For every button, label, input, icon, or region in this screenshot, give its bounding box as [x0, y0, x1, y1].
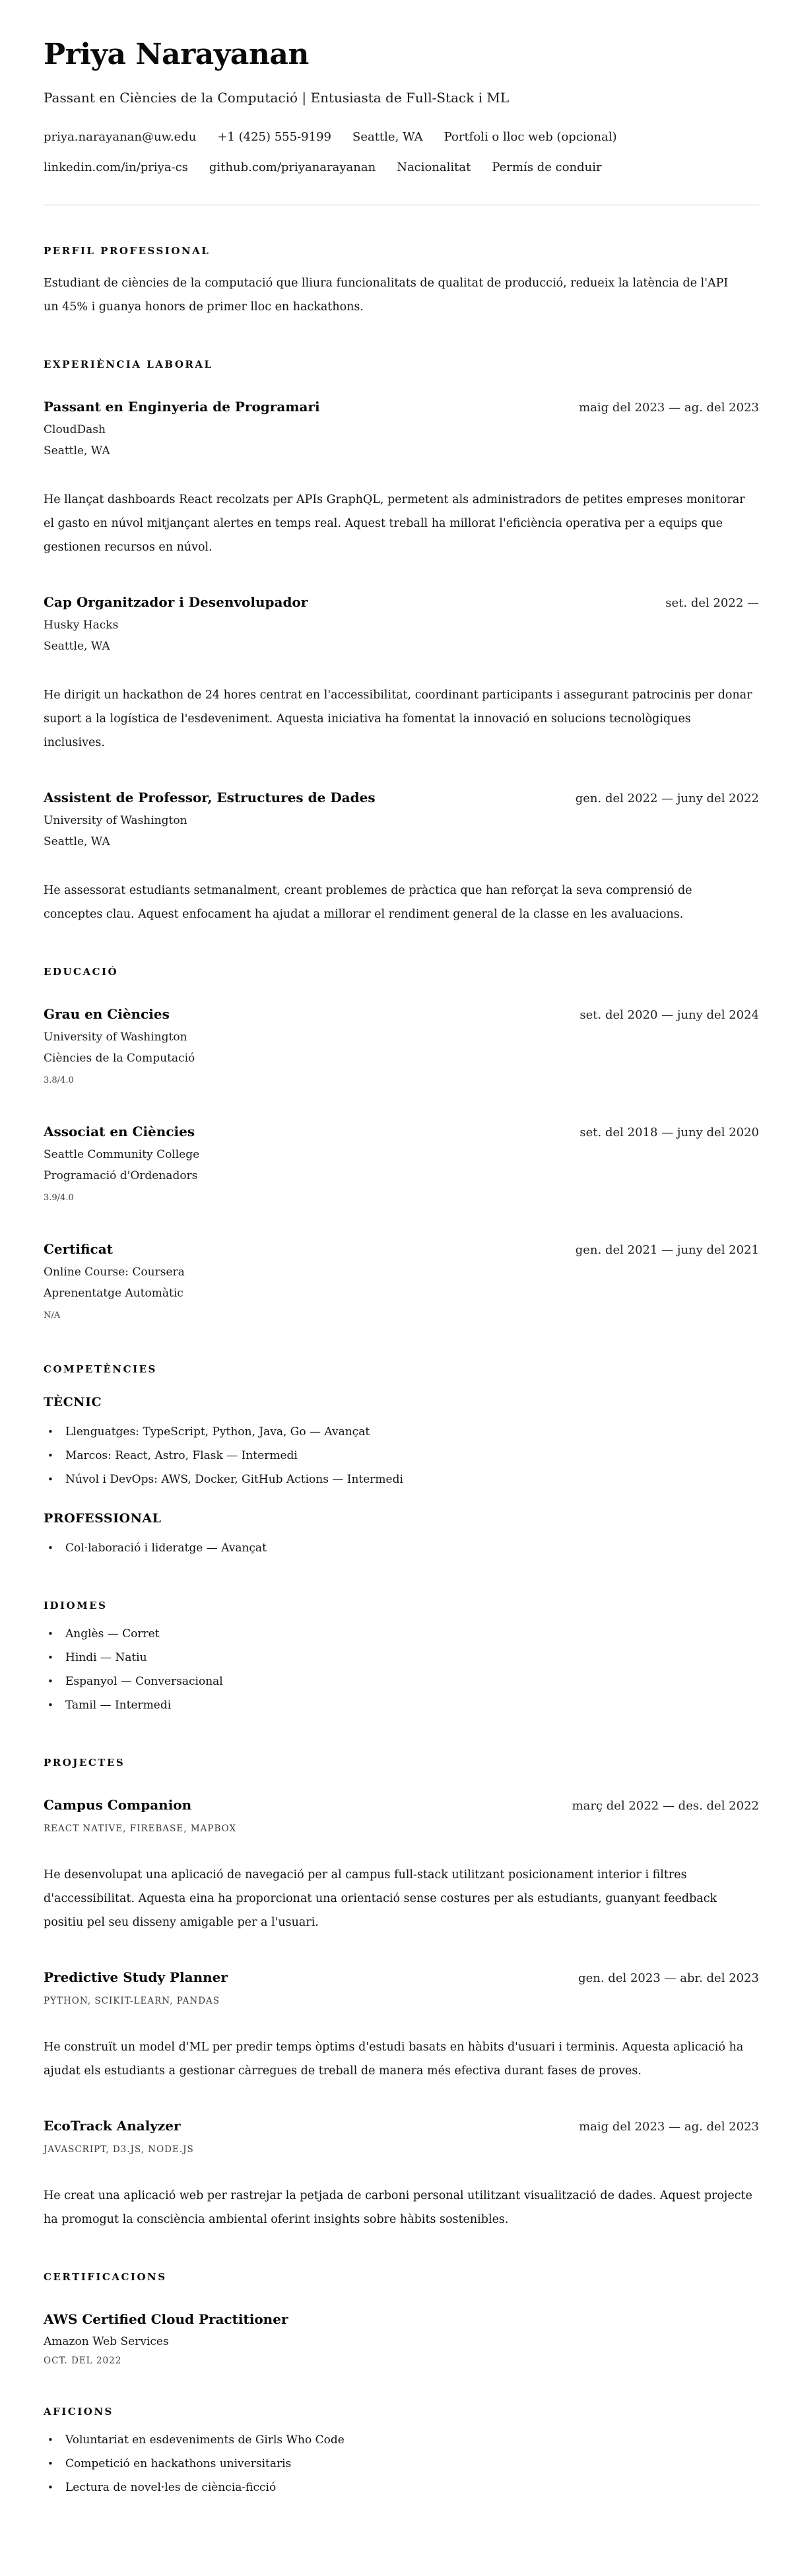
skill-item: • Marcos: React, Astro, Flask — Intermedi: [44, 1444, 759, 1468]
certification-entry: [44, 2309, 759, 2366]
projects-heading: PROJECTES: [44, 1756, 125, 1769]
profile-text: Estudiant de ciències de la computació que lliura funcionalitats de qualitat de producció, redueix la latència de l'API un 45% i guanya honors de primer lloc en hackathons.: [44, 276, 729, 314]
gpa: 3.8/4.0: [44, 1075, 74, 1085]
contact-row-primary: [44, 130, 759, 144]
project-tech-stack: JAVASCRIPT, D3.JS, NODE.JS: [44, 2144, 194, 2155]
skill-item: • Col·laboració i lideratge — Avançat: [44, 1536, 759, 1560]
project-entry-head: [44, 1795, 759, 1815]
certification-title: AWS Certified Cloud Practitioner: [44, 2311, 288, 2327]
field-of-study: Ciències de la Computació: [44, 1051, 195, 1065]
project-description: He desenvolupat una aplicació de navegació per al campus full-stack utilitzant posicionament interior i filtres d'accessibilitat. Aquesta eina ha proporcionat una orientació sense costures per als estudiants, guanyant feedback positiu pel seu disseny amigable per a l'usuari.: [44, 1868, 717, 1929]
resume-header: [44, 38, 759, 174]
contact-linkedin: linkedin.com/in/priya-cs: [44, 160, 188, 174]
contact-nationality: Nacionalitat: [397, 160, 471, 174]
education-entry-head: [44, 1122, 759, 1141]
skills-heading: COMPETÈNCIES: [44, 1363, 157, 1375]
project-tech-stack: PYTHON, SCIKIT-LEARN, PANDAS: [44, 1995, 220, 2006]
gpa: N/A: [44, 1310, 61, 1320]
language-item: • Anglès — Corret: [44, 1622, 759, 1646]
project-entry: [44, 2116, 759, 2231]
job-title: Cap Organitzador i Desenvolupador: [44, 593, 308, 610]
degree-title: Grau en Ciències: [44, 1005, 170, 1022]
experience-entry-head: [44, 788, 759, 807]
language-item: • Hindi — Natiu: [44, 1646, 759, 1670]
skills-professional-subheading: PROFESSIONAL: [44, 1510, 162, 1526]
section-profile: [44, 245, 759, 319]
job-company: University of Washington: [44, 813, 187, 827]
job-dates: gen. del 2022 — juny del 2022: [575, 791, 759, 805]
school-name: University of Washington: [44, 1030, 187, 1044]
experience-entry-head: [44, 592, 759, 612]
project-entry-head: [44, 1967, 759, 1987]
project-title: Predictive Study Planner: [44, 1969, 228, 1985]
experience-entry: [44, 397, 759, 559]
gpa: 3.9/4.0: [44, 1192, 74, 1203]
project-entry: [44, 1795, 759, 1934]
job-company: CloudDash: [44, 423, 106, 436]
degree-title: Certificat: [44, 1240, 113, 1257]
job-description: He assessorat estudiants setmanalment, creant problemes de pràctica que han reforçat la seva comprensió de conceptes clau. Aquest enfocament ha ajudat a millorar el rendiment general de la classe en les avaluacions.: [44, 883, 692, 921]
technical-skills-list: [44, 1420, 759, 1491]
skill-item: • Núvol i DevOps: AWS, Docker, GitHub Actions — Intermedi: [44, 1468, 759, 1491]
education-entry: [44, 1004, 759, 1089]
section-certifications: [44, 2271, 759, 2366]
project-entry-head: [44, 2116, 759, 2136]
profile-heading: PERFIL PROFESSIONAL: [44, 244, 211, 257]
school-name: Seattle Community College: [44, 1147, 200, 1161]
hobbies-list: [44, 2428, 759, 2499]
project-description: He construït un model d'ML per predir temps òptims d'estudi basats en hàbits d'usuari i terminis. Aquesta aplicació ha ajudat els estudiants a gestionar càrregues de treball de manera més efectiva durant fases de proves.: [44, 2040, 744, 2078]
job-dates: maig del 2023 — ag. del 2023: [579, 400, 759, 415]
certification-issuer: Amazon Web Services: [44, 2334, 169, 2348]
contact-driving-license: Permís de conduir: [492, 160, 602, 174]
contact-phone: +1 (425) 555-9199: [217, 129, 331, 144]
project-dates: març del 2022 — des. del 2022: [572, 1798, 759, 1813]
contact-github: github.com/priyanarayanan: [209, 160, 376, 174]
field-of-study: Aprenentatge Automàtic: [44, 1286, 183, 1300]
languages-list: [44, 1622, 759, 1717]
education-entry-head: [44, 1004, 759, 1024]
skill-item: • Llenguatges: TypeScript, Python, Java, Go — Avançat: [44, 1420, 759, 1444]
degree-dates: set. del 2018 — juny del 2020: [579, 1125, 759, 1139]
professional-skills-list: [44, 1536, 759, 1560]
job-title: Assistent de Professor, Estructures de Dades: [44, 789, 376, 805]
project-title: EcoTrack Analyzer: [44, 2117, 181, 2134]
job-description: He dirigit un hackathon de 24 hores centrat en l'accessibilitat, coordinant participants i assegurant patrocinis per donar suport a la logística de l'esdeveniment. Aquesta iniciativa ha fomentat la innovació en solucions tecnològiques inclusives.: [44, 688, 752, 749]
project-dates: gen. del 2023 — abr. del 2023: [578, 1971, 759, 1985]
degree-dates: gen. del 2021 — juny del 2021: [575, 1242, 759, 1257]
skills-technical-subheading: TÈCNIC: [44, 1394, 102, 1409]
education-heading: EDUCACIÓ: [44, 965, 119, 978]
contact-row-secondary: [44, 160, 759, 174]
job-company: Husky Hacks: [44, 618, 119, 632]
section-education: [44, 966, 759, 1324]
job-location: Seattle, WA: [44, 834, 110, 848]
section-experience: [44, 358, 759, 926]
section-hobbies: [44, 2406, 759, 2499]
education-entry-head: [44, 1239, 759, 1259]
job-location: Seattle, WA: [44, 444, 110, 458]
project-title: Campus Companion: [44, 1796, 192, 1813]
job-dates: set. del 2022 —: [665, 595, 759, 610]
field-of-study: Programació d'Ordenadors: [44, 1169, 198, 1182]
hobby-item: • Lectura de novel·les de ciència-ficció: [44, 2476, 759, 2499]
job-description: He llançat dashboards React recolzats per APIs GraphQL, permetent als administradors de petites empreses monitorar el gasto en núvol mitjançant alertes en temps real. Aquest treball ha millorat l'eficiència operativa per a equips que gestionen recursos en núvol.: [44, 492, 745, 554]
project-entry: [44, 1967, 759, 2083]
job-title: Passant en Enginyeria de Programari: [44, 398, 320, 415]
languages-heading: IDIOMES: [44, 1599, 108, 1611]
experience-entry-head: [44, 397, 759, 417]
contact-location: Seattle, WA: [352, 129, 423, 144]
project-description: He creat una aplicació web per rastrejar la petjada de carboni personal utilitzant visualització de dades. Aquest projecte ha promogut la consciència ambiental oferint insights sobre hàbits sostenibles.: [44, 2188, 752, 2226]
experience-entry: [44, 788, 759, 926]
language-item: • Tamil — Intermedi: [44, 1693, 759, 1717]
hobbies-heading: AFICIONS: [44, 2405, 114, 2418]
degree-dates: set. del 2020 — juny del 2024: [579, 1007, 759, 1022]
project-dates: maig del 2023 — ag. del 2023: [579, 2119, 759, 2134]
section-projects: [44, 1757, 759, 2231]
contact-portfolio: Portfoli o lloc web (opcional): [444, 129, 617, 144]
candidate-name: Priya Narayanan: [44, 38, 309, 71]
hobby-item: • Voluntariat en esdeveniments de Girls Who Code: [44, 2428, 759, 2452]
school-name: Online Course: Coursera: [44, 1265, 185, 1279]
education-entry: [44, 1122, 759, 1206]
experience-heading: EXPERIÈNCIA LABORAL: [44, 358, 213, 370]
experience-entry: [44, 592, 759, 755]
job-location: Seattle, WA: [44, 639, 110, 653]
section-skills: [44, 1363, 759, 1560]
contact-email: priya.narayanan@uw.edu: [44, 129, 197, 144]
certifications-heading: CERTIFICACIONS: [44, 2270, 167, 2283]
certification-date: OCT. DEL 2022: [44, 2355, 122, 2366]
language-item: • Espanyol — Conversacional: [44, 1670, 759, 1693]
degree-title: Associat en Ciències: [44, 1123, 195, 1139]
project-tech-stack: REACT NATIVE, FIREBASE, MAPBOX: [44, 1823, 237, 1834]
candidate-subtitle: Passant en Ciències de la Computació | Entusiasta de Full-Stack i ML: [44, 89, 510, 106]
education-entry: [44, 1239, 759, 1324]
section-languages: [44, 1600, 759, 1717]
hobby-item: • Competició en hackathons universitaris: [44, 2452, 759, 2476]
